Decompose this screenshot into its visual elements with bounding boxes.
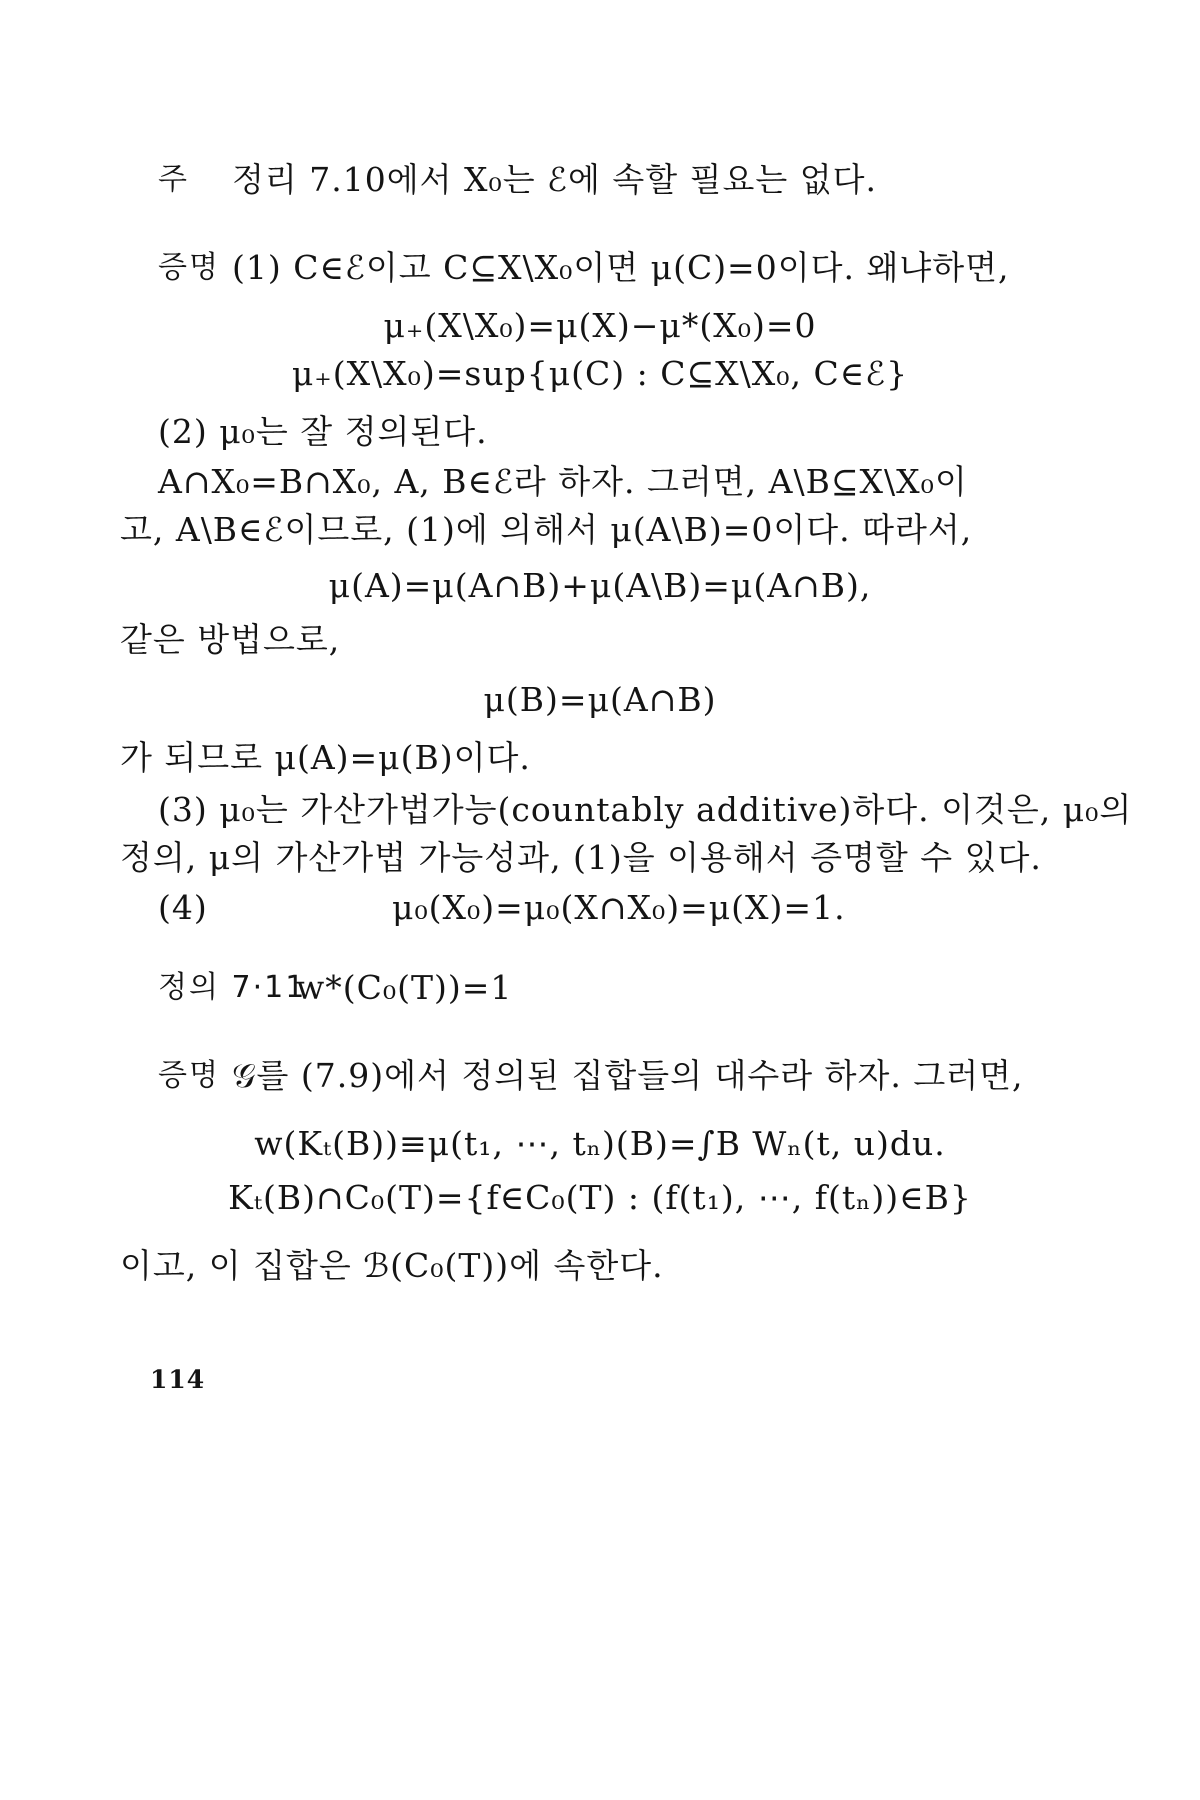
proof-line-9-equation: μ₀(X₀)=μ₀(X∩X₀)=μ(X)=1.: [392, 888, 846, 927]
proof-2-line-1: 𝒢를 (7.9)에서 정의된 집합들의 대수라 하자. 그러면,: [232, 1056, 1024, 1095]
proof-2-label: 증명: [158, 1058, 220, 1093]
note-label: 주: [158, 162, 189, 197]
proof-line-7: (3) μ₀는 가산가법가능(countably additive)하다. 이것은, μ₀의: [158, 790, 1133, 829]
definition-label: 정의 7·11: [158, 970, 307, 1005]
proof-line-5: 같은 방법으로,: [120, 620, 341, 659]
proof-line-9-label: (4): [158, 888, 208, 927]
equation-3: μ(A)=μ(A∩B)+μ(A\B)=μ(A∩B),: [328, 566, 872, 605]
definition-text: w*(C₀(T))=1: [296, 968, 513, 1007]
proof-label: 증명: [158, 250, 220, 285]
equation-2: μ₊(X\X₀)=sup{μ(C) : C⊆X\X₀, C∈ℰ}: [291, 354, 909, 393]
equation-5: w(Kₜ(B))≡μ(t₁, ⋯, tₙ)(B)=∫B Wₙ(t, u)du.: [254, 1124, 946, 1163]
equation-6: Kₜ(B)∩C₀(T)={f∈C₀(T) : (f(t₁), ⋯, f(tₙ))∈B}: [228, 1178, 972, 1217]
equation-1: μ₊(X\X₀)=μ(X)−μ*(X₀)=0: [383, 306, 817, 345]
proof-line-2: (2) μ₀는 잘 정의된다.: [158, 412, 488, 451]
proof-line-4: 고, A\B∈ℰ이므로, (1)에 의해서 μ(A\B)=0이다. 따라서,: [120, 510, 973, 549]
proof-2-line-2: 이고, 이 집합은 ℬ(C₀(T))에 속한다.: [120, 1246, 664, 1285]
proof-line-8: 정의, μ의 가산가법 가능성과, (1)을 이용해서 증명할 수 있다.: [120, 838, 1042, 877]
proof-line-6: 가 되므로 μ(A)=μ(B)이다.: [120, 738, 531, 777]
equation-4: μ(B)=μ(A∩B): [483, 680, 717, 719]
page-number: 114: [150, 1365, 206, 1394]
proof-line-1: (1) C∈ℰ이고 C⊆X\X₀이면 μ(C)=0이다. 왜냐하면,: [232, 248, 1010, 287]
note-text: 정리 7.10에서 X₀는 ℰ에 속할 필요는 없다.: [232, 160, 878, 199]
proof-line-3: A∩X₀=B∩X₀, A, B∈ℰ라 하자. 그러면, A\B⊆X\X₀이: [158, 462, 968, 501]
